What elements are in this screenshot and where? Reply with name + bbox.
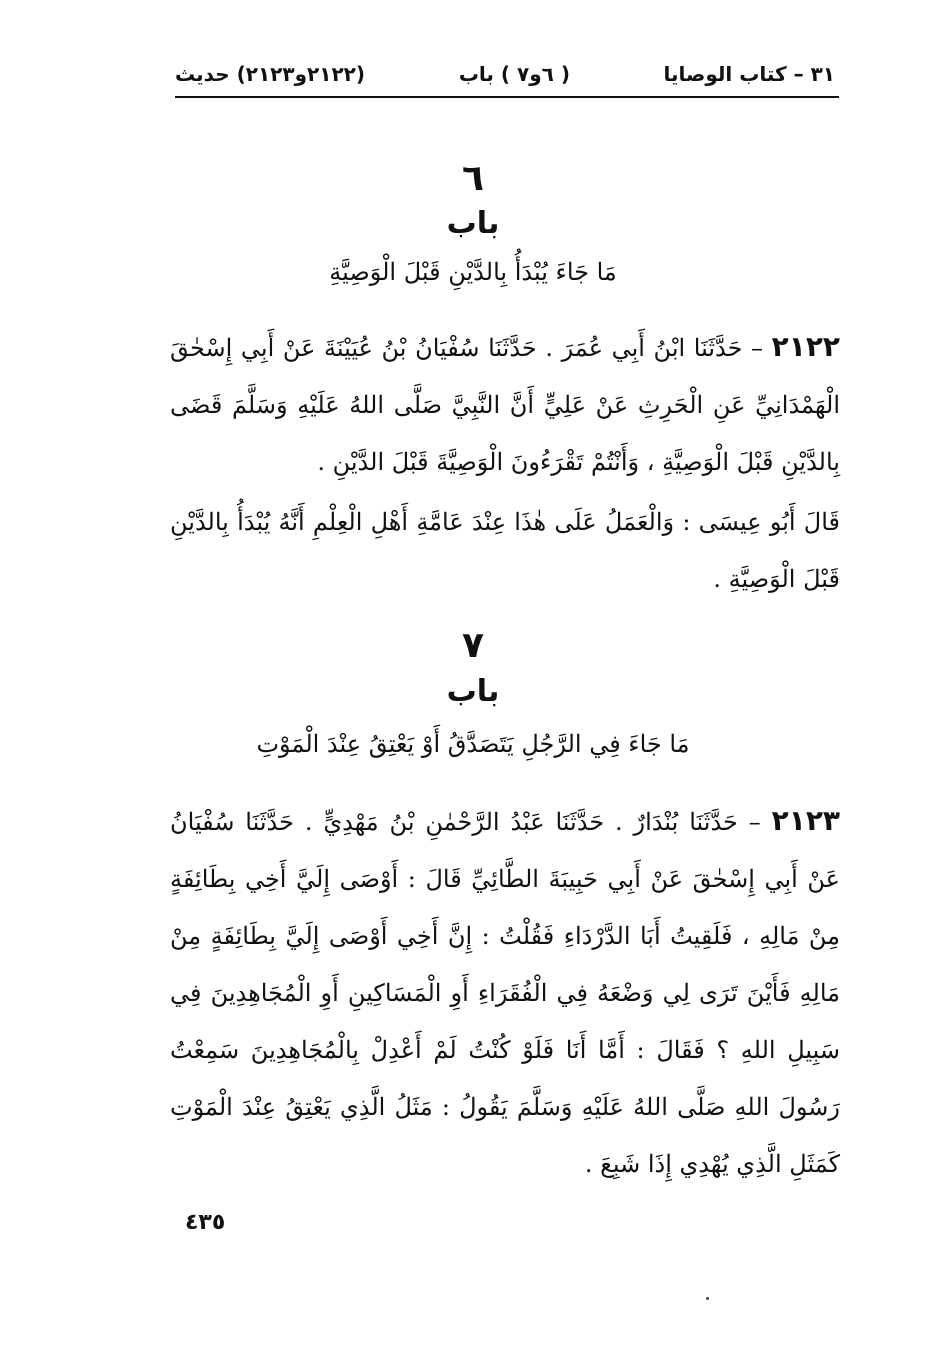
hadith-number: ٢١٢٢ <box>771 330 841 363</box>
header-rule <box>175 96 839 98</box>
running-header <box>175 58 835 98</box>
chapter-number: ٦ <box>462 158 484 199</box>
chapter-title: مَا جَاءَ يُبْدَأُ بِالدَّيْنِ قَبْلَ الْوَصِيَّةِ <box>329 258 617 286</box>
chapter-number: ٧ <box>462 625 484 666</box>
commentary-paragraph: قَالَ أَبُو عِيسَى : وَالْعَمَلُ عَلَى هٰذَا عِنْدَ عَامَّةِ أَهْلِ الْعِلْمِ أَنَّهُ يُبْدَأُ بِالدَّيْنِ قَبْلَ الْوَصِيَّةِ . <box>170 508 840 593</box>
hadith-paragraph <box>170 792 840 1193</box>
header-hadith-range: (٢١٢٢و٢١٢٣) حديث <box>175 62 365 86</box>
hadith-text: – حَدَّثَنَا ابْنُ أَبِي عُمَرَ . حَدَّثَنَا سُفْيَانُ بْنُ عُيَيْنَةَ عَنْ أَبِي إِسْحٰقَ الْهَمْدَانِيِّ عَنِ الْحَرِثِ عَنْ عَلِيٍّ أَنَّ النَّبِيَّ صَلَّى اللهُ عَلَيْهِ وَسَلَّمَ قَضَى بِالدَّيْنِ قَبْلَ الْوَصِيَّةِ ، وَأَنْتُمْ تَقْرَءُونَ الْوَصِيَّةَ قَبْلَ الدَّيْنِ . <box>170 334 840 476</box>
hadith-number: ٢١٢٣ <box>771 804 840 837</box>
hadith-text: – حَدَّثَنَا بُنْدَارٌ . حَدَّثَنَا عَبْدُ الرَّحْمٰنِ بْنُ مَهْدِيٍّ . حَدَّثَنَا سُفْيَانُ عَنْ أَبِي إِسْحٰقَ عَنْ أَبِي حَبِيبَةَ الطَّائِيِّ قَالَ : أَوْصَى إِلَيَّ أَخِي بِطَائِفَةٍ مِنْ مَالِهِ ، فَلَقِيتُ أَبَا الدَّرْدَاءِ فَقُلْتُ : إِنَّ أَخِي أَوْصَى إِلَيَّ بِطَائِفَةٍ مِنْ مَالِهِ فَأَيْنَ تَرَى لِي وَضْعَهُ فِي الْفُقَرَاءِ أَوِ الْمَسَاكِينِ أَوِ الْمُجَاهِدِينَ فِي سَبِيلِ اللهِ ؟ فَقَالَ : أَمَّا أَنَا فَلَوْ كُنْتُ لَمْ أَعْدِلْ بِالْمُجَاهِدِينَ سَمِعْتُ رَسُولَ اللهِ صَلَّى اللهُ عَلَيْهِ وَسَلَّمَ يَقُولُ : مَثَلُ الَّذِي يَعْتِقُ عِنْدَ الْمَوْتِ كَمَثَلِ الَّذِي يُهْدِي إِذَا شَبِعَ . <box>170 808 840 1178</box>
chapter-heading: باب <box>446 674 500 709</box>
hadith-paragraph <box>170 318 840 491</box>
chapter-heading: باب <box>446 206 500 241</box>
header-book-title: ٣١ – كتاب الوصايا <box>663 62 835 86</box>
scan-speck <box>706 1297 709 1300</box>
header-chapter-range: ( ٦و٧ ) باب <box>458 62 570 86</box>
page-number: ٤٣٥ <box>185 1210 226 1235</box>
chapter-title: مَا جَاءَ فِي الرَّجُلِ يَتَصَدَّقُ أَوْ يَعْتِقُ عِنْدَ الْمَوْتِ <box>256 730 690 758</box>
